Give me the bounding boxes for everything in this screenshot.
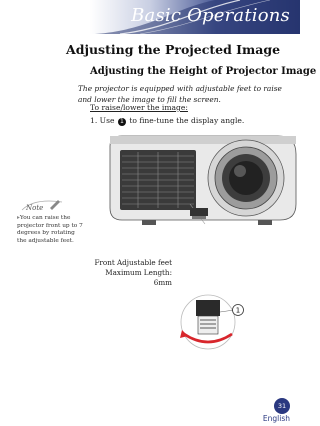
section-title: Adjusting the Projected Image bbox=[66, 42, 281, 57]
page-number: 31 bbox=[274, 398, 290, 414]
step-post: to fine-tune the display angle. bbox=[129, 116, 245, 125]
note-label: Note bbox=[26, 204, 44, 212]
feet-label bbox=[90, 258, 172, 288]
chapter-title: Basic Operations bbox=[131, 5, 290, 26]
callout-number: 1 bbox=[235, 306, 241, 315]
step-marker: 1 bbox=[118, 118, 126, 126]
procedure-step bbox=[90, 116, 244, 126]
adjustable-feet-detail bbox=[170, 204, 290, 354]
intro-paragraph: The projector is equipped with adjustable feet to raise and lower the image to fill the screen. bbox=[78, 84, 282, 104]
header-banner bbox=[0, 0, 300, 34]
language-label: English bbox=[262, 414, 290, 423]
note-text: ▸You can raise the projector front up to 7 degrees by rotating the adjustable feet. bbox=[17, 215, 83, 244]
subsection-title: Adjusting the Height of Projector Image bbox=[90, 66, 317, 77]
step-number: 1. bbox=[90, 116, 98, 125]
note-icon bbox=[18, 196, 66, 216]
feet-label-line1: Front Adjustable feet bbox=[94, 258, 172, 267]
feet-label-line2: Maximum Length: 6mm bbox=[105, 268, 172, 287]
step-pre: Use bbox=[99, 116, 115, 125]
note-bullet: ▸ bbox=[17, 215, 20, 221]
procedure-heading: To raise/lower the image: bbox=[90, 103, 188, 112]
